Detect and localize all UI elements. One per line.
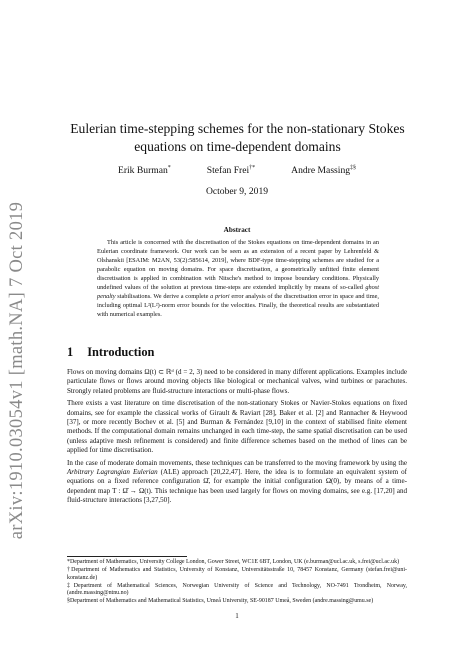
footnote: ‡Department of Mathematical Sciences, Norwegian University of Science and Technology, NO-7491 Trondheim, Norway, (andre.massing@ntnu.no)	[67, 582, 407, 597]
section-number: 1	[67, 345, 74, 359]
paper-title-line-1: Eulerian time-stepping schemes for the non-stationary Stokes	[70, 121, 405, 136]
paper-title	[60, 120, 415, 156]
author-name: Andre Massing	[291, 165, 351, 177]
page-number: 1	[235, 612, 239, 620]
author	[118, 165, 171, 176]
footnote: §Department of Mathematics and Mathematical Statistics, Umeå University, SE-90187 Umeå, Sweden (andre.massing@umu.se)	[67, 598, 374, 605]
abstract-text: error analysis of the discretisation error in space and time, including optimal L²(L²)-norm error bounds for the velocities. Finally, the theoretical results are substantiated with numerical examples.	[97, 293, 379, 318]
abstract-text: stabilisations. We derive a complete	[115, 293, 211, 300]
footnote: *Department of Mathematics, University College London, Gower Street, WC1E 6BT, London, UK (e.burman@ucl.ac.uk, s.frei@ucl.ac.uk)	[67, 559, 400, 565]
body-text	[67, 368, 407, 509]
footnote-divider	[67, 556, 187, 557]
paragraph-text: In the case of moderate domain movements, these techniques can be transferred to the moving framework by using the	[67, 458, 407, 467]
paragraph: Flows on moving domains Ω(t) ⊂ ℝᵈ (d = 2, 3) need to be considered in many different applications. Examples include particulate flows or flows around moving objects like biological or mechanical valves, wind turbines or parachutes. Strongly related problems are fluid-structure interactions or multi-phase flows.	[67, 368, 407, 395]
author-name: Erik Burman	[117, 165, 168, 177]
author	[291, 165, 356, 176]
author	[207, 165, 255, 176]
abstract-heading: Abstract	[223, 226, 251, 234]
section-title: Introduction	[87, 345, 155, 359]
author-mark: *	[167, 165, 171, 171]
arxiv-identifier-stamp	[4, 180, 32, 560]
abstract-emphasis: a priori	[210, 293, 230, 300]
abstract-text: This article is concerned with the discretisation of the Stokes equations on time-dependent domains in an Eulerian coordinate framework. Our work can be seen as an extension of a recent paper by Lehrenfeld & Olshanskii [ESAIM: M2AN, 53(2):585614, 2019], where BDF-type time-stepping schemes are studied for a parabolic equation on moving domains. For space discretisation, a geometrically unfitted finite element discretisation is applied in combination with Nitsche's method to impose boundary conditions. Physically undefined values of the solution at previous time-steps are extended implicitly by means of so-called	[97, 239, 379, 291]
paragraph-text: (ALE) approach [20,22,47]. Here, the idea is to formulate an equivalent system of equations on a fixed reference configuration Ω̂, for example the initial configuration Ω(0), by means of a time-dependent map T : Ω̂ → Ω(t). This technique has been used largely for flows on moving domains, see e.g. [17,20] and fluid-structure interactions [3,27,50].	[67, 468, 407, 505]
paper-title-line-2: equations on time-dependent domains	[134, 139, 341, 154]
footnotes	[67, 559, 407, 606]
author-name: Stefan Frei	[206, 165, 250, 177]
footnote: †Department of Mathematics and Statistics, University of Konstanz, Universitätsstraße 10, 78457 Konstanz, Germany (stefan.frei@uni-konstanz.de)	[67, 566, 407, 581]
section-heading	[67, 345, 154, 360]
author-mark: ‡§	[350, 165, 357, 171]
paper-date: October 9, 2019	[205, 186, 269, 197]
abstract-emphasis: ghost penalty	[97, 284, 379, 300]
author-mark: †*	[249, 165, 256, 171]
author-list	[67, 165, 407, 176]
paragraph-emphasis: Arbitrary Lagrangian Eulerian	[67, 468, 158, 477]
paragraph	[67, 459, 407, 506]
abstract-body	[97, 238, 379, 319]
paragraph: There exists a vast literature on time discretisation of the non-stationary Stokes or Navier-Stokes equations on fixed domains, see for example the classical works of Girault & Raviart [28], Baker et al. [2] and Rannacher & Heywood [37], or more recently Bochev et al. [5] and Burman & Fernández [9,10] in the context of stabilised finite element methods. If the computational domain remains unchanged in each time-step, the same spatial discretisation can be used (unless adaptive mesh refinement is considered) and finite difference schemes based on the method of lines can be applied for time discretisation.	[67, 399, 407, 455]
arxiv-identifier-text: arXiv:1910.03054v1 [math.NA] 7 Oct 2019	[7, 201, 28, 539]
